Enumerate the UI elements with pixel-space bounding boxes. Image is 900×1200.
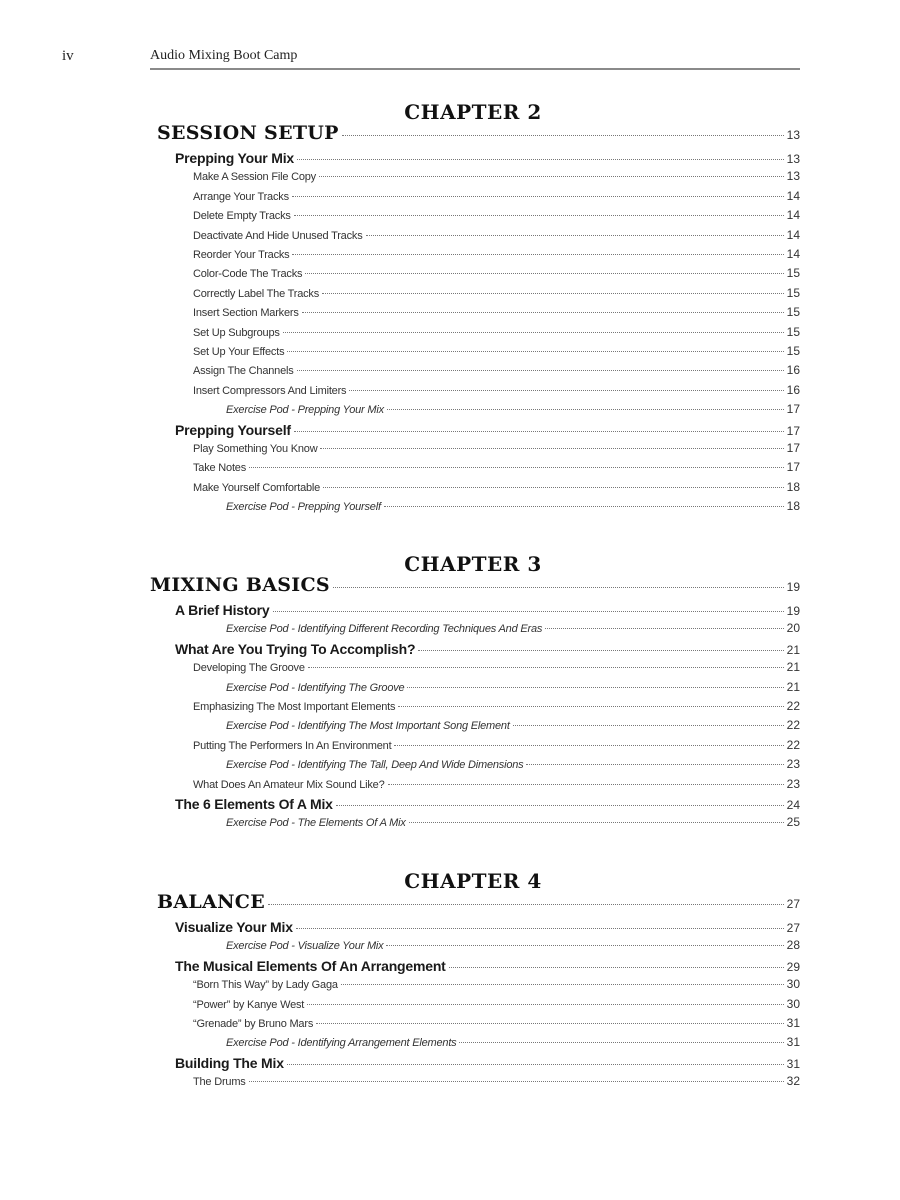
- page-ref: 15: [786, 344, 800, 358]
- dot-leader: [302, 312, 784, 313]
- toc-subsection-entry[interactable]: [193, 997, 800, 1011]
- page-ref: 19: [786, 604, 800, 618]
- toc-exercise-entry[interactable]: [226, 718, 800, 732]
- entry-text: What Does An Amateur Mix Sound Like?: [193, 778, 385, 791]
- page-ref: 23: [786, 757, 800, 772]
- toc-subsection-entry[interactable]: [193, 169, 800, 183]
- entry-text: Putting The Performers In An Environment: [193, 739, 392, 752]
- dot-leader: [388, 784, 784, 785]
- toc-subsection-entry[interactable]: [193, 738, 800, 752]
- toc-subsection-entry[interactable]: [193, 247, 800, 261]
- entry-text: Exercise Pod - Prepping Your Mix: [226, 404, 384, 417]
- toc-subsection-entry[interactable]: [193, 383, 800, 397]
- dot-leader: [249, 1081, 784, 1082]
- dot-leader: [394, 745, 783, 746]
- dot-leader: [283, 332, 784, 333]
- entry-text: Emphasizing The Most Important Elements: [193, 701, 396, 713]
- toc-subsection-entry[interactable]: [193, 460, 800, 474]
- page-ref: 15: [786, 285, 800, 300]
- page-header: [0, 0, 900, 80]
- toc-subsection-entry[interactable]: [193, 208, 800, 222]
- dot-leader: [341, 984, 784, 985]
- toc-exercise-entry[interactable]: [226, 680, 800, 694]
- entry-text: The Musical Elements Of An Arrangement: [175, 957, 446, 974]
- entry-text: “Power” by Kanye West: [193, 998, 305, 1011]
- running-title: Audio Mixing Boot Camp: [150, 48, 298, 63]
- dot-leader: [308, 667, 784, 668]
- page-ref: 32: [786, 1074, 800, 1089]
- page-ref: 21: [786, 660, 800, 675]
- entry-text: “Grenade” by Bruno Mars: [193, 1018, 314, 1030]
- chapter-title-row[interactable]: [157, 122, 800, 144]
- page-ref: 31: [786, 1056, 800, 1071]
- dot-leader: [319, 176, 784, 177]
- chapter-title: MIXING BASICS: [150, 574, 330, 596]
- page-ref: 24: [786, 798, 800, 812]
- toc-exercise-entry[interactable]: [226, 757, 800, 771]
- dot-leader: [292, 254, 783, 255]
- page-ref: 18: [786, 479, 800, 494]
- toc-section-entry[interactable]: [175, 796, 800, 812]
- dot-leader: [320, 448, 783, 449]
- dot-leader: [316, 1023, 784, 1024]
- toc-section-entry[interactable]: [175, 641, 800, 657]
- entry-text: Correctly Label The Tracks: [193, 287, 320, 300]
- page-ref: 21: [786, 642, 800, 657]
- header-rule: [150, 68, 800, 70]
- page-ref: 20: [786, 621, 800, 636]
- entry-text: What Are You Trying To Accomplish?: [175, 640, 416, 657]
- toc-section-entry[interactable]: [175, 422, 800, 438]
- entry-text: Exercise Pod - Identifying Arrangement Elements: [226, 1037, 457, 1050]
- entry-text: Developing The Groove: [193, 662, 305, 675]
- page-ref: 30: [786, 996, 800, 1011]
- dot-leader: [294, 215, 784, 216]
- toc-subsection-entry[interactable]: [193, 480, 800, 494]
- page-ref: 22: [786, 699, 800, 713]
- chapter-label: CHAPTER 4: [404, 869, 542, 893]
- dot-leader: [386, 945, 783, 946]
- toc-subsection-entry[interactable]: [193, 266, 800, 280]
- page-ref: 17: [786, 460, 800, 475]
- dot-leader: [323, 487, 784, 488]
- page-ref: 13: [786, 169, 800, 184]
- dot-leader: [349, 390, 783, 391]
- toc-subsection-entry[interactable]: [193, 977, 800, 991]
- toc-subsection-entry[interactable]: [193, 1074, 800, 1088]
- toc-section-entry[interactable]: [175, 150, 800, 166]
- page-ref: 16: [786, 363, 800, 378]
- page-ref: 30: [786, 977, 800, 992]
- dot-leader: [305, 273, 783, 274]
- page-ref: 27: [786, 921, 800, 935]
- toc-subsection-entry[interactable]: [193, 344, 800, 358]
- entry-text: “Born This Way” by Lady Gaga: [193, 979, 338, 992]
- toc-subsection-entry[interactable]: [193, 660, 800, 674]
- page-ref: 13: [786, 128, 800, 142]
- chapter-title: BALANCE: [157, 891, 265, 913]
- toc-subsection-entry[interactable]: [193, 699, 800, 713]
- dot-leader: [287, 1064, 784, 1065]
- toc-exercise-entry[interactable]: [226, 499, 800, 513]
- page-ref: 14: [786, 227, 800, 242]
- dot-leader: [459, 1042, 783, 1043]
- chapter-title-row[interactable]: [150, 574, 800, 596]
- toc-exercise-entry[interactable]: [226, 938, 800, 952]
- page-ref: 23: [786, 776, 800, 791]
- toc-subsection-entry[interactable]: [193, 1016, 800, 1030]
- entry-text: Prepping Yourself: [175, 421, 291, 438]
- entry-text: Delete Empty Tracks: [193, 210, 291, 223]
- entry-text: Exercise Pod - The Elements Of A Mix: [226, 817, 406, 830]
- chapter-title: SESSION SETUP: [157, 122, 339, 144]
- dot-leader: [342, 135, 784, 136]
- page-ref: 14: [786, 188, 800, 203]
- entry-text: Set Up Subgroups: [193, 326, 280, 339]
- page-number: iv: [62, 48, 74, 64]
- entry-text: Arrange Your Tracks: [193, 190, 289, 203]
- toc-subsection-entry[interactable]: [193, 228, 800, 242]
- entry-text: Prepping Your Mix: [175, 150, 294, 166]
- toc-subsection-entry[interactable]: [193, 441, 800, 455]
- toc-subsection-entry[interactable]: [193, 305, 800, 319]
- page-ref: 29: [786, 959, 800, 974]
- dot-leader: [366, 235, 784, 236]
- toc-subsection-entry[interactable]: [193, 189, 800, 203]
- entry-text: Insert Compressors And Limiters: [193, 384, 347, 397]
- page-ref: 18: [786, 499, 800, 514]
- entry-text: The Drums: [193, 1076, 246, 1089]
- toc-section-entry[interactable]: [175, 1055, 800, 1071]
- dot-leader: [384, 506, 784, 507]
- dot-leader: [297, 370, 784, 371]
- page-ref: 22: [786, 718, 800, 733]
- entry-text: Exercise Pod - Visualize Your Mix: [226, 940, 384, 953]
- dot-leader: [292, 196, 784, 197]
- dot-leader: [273, 611, 784, 612]
- chapter-label: CHAPTER 2: [404, 100, 542, 124]
- dot-leader: [418, 650, 783, 651]
- toc-subsection-entry[interactable]: [193, 325, 800, 339]
- dot-leader: [333, 587, 784, 588]
- dot-leader: [322, 293, 784, 294]
- page-ref: 14: [786, 247, 800, 261]
- page-ref: 14: [786, 208, 800, 223]
- dot-leader: [268, 904, 784, 905]
- toc-exercise-entry[interactable]: [226, 402, 800, 416]
- dot-leader: [513, 725, 784, 726]
- entry-text: Exercise Pod - Prepping Yourself: [226, 501, 381, 514]
- page-ref: 27: [786, 897, 800, 911]
- page-ref: 28: [786, 938, 800, 953]
- entry-text: The 6 Elements Of A Mix: [175, 796, 333, 812]
- dot-leader: [545, 628, 783, 629]
- page-ref: 15: [786, 266, 800, 281]
- dot-leader: [387, 409, 784, 410]
- dot-leader: [287, 351, 783, 352]
- dot-leader: [409, 822, 784, 823]
- toc-subsection-entry[interactable]: [193, 286, 800, 300]
- entry-text: Visualize Your Mix: [175, 919, 293, 935]
- page-ref: 22: [786, 737, 800, 752]
- page-ref: 21: [786, 679, 800, 694]
- page-ref: 16: [786, 382, 800, 397]
- page-ref: 19: [786, 580, 800, 594]
- dot-leader: [526, 764, 783, 765]
- entry-text: Deactivate And Hide Unused Tracks: [193, 229, 363, 242]
- entry-text: Reorder Your Tracks: [193, 249, 290, 261]
- entry-text: Play Something You Know: [193, 443, 318, 455]
- entry-text: Exercise Pod - Identifying The Tall, Deep And Wide Dimensions: [226, 759, 524, 772]
- entry-text: Set Up Your Effects: [193, 346, 285, 358]
- dot-leader: [297, 159, 784, 160]
- entry-text: Take Notes: [193, 462, 247, 475]
- entry-text: Assign The Channels: [193, 365, 294, 378]
- dot-leader: [249, 467, 784, 468]
- entry-text: Make Yourself Comfortable: [193, 481, 321, 494]
- page-ref: 17: [786, 423, 800, 438]
- page-ref: 13: [786, 152, 800, 166]
- entry-text: Color-Code The Tracks: [193, 268, 303, 281]
- dot-leader: [449, 967, 784, 968]
- entry-text: A Brief History: [175, 602, 270, 618]
- entry-text: Insert Section Markers: [193, 307, 299, 320]
- dot-leader: [398, 706, 783, 707]
- toc-subsection-entry[interactable]: [193, 777, 800, 791]
- dot-leader: [407, 687, 783, 688]
- page-ref: 17: [786, 441, 800, 455]
- chapter-label: CHAPTER 3: [404, 552, 542, 576]
- entry-text: Exercise Pod - Identifying The Groove: [226, 681, 405, 694]
- toc-exercise-entry[interactable]: [226, 1035, 800, 1049]
- toc-section-entry[interactable]: [175, 958, 800, 974]
- entry-text: Building The Mix: [175, 1054, 284, 1071]
- page-ref: 25: [786, 815, 800, 830]
- dot-leader: [307, 1004, 784, 1005]
- entry-text: Exercise Pod - Identifying Different Recording Techniques And Eras: [226, 623, 543, 636]
- toc-exercise-entry[interactable]: [226, 621, 800, 635]
- toc-section-entry[interactable]: [175, 602, 800, 618]
- toc-exercise-entry[interactable]: [226, 815, 800, 829]
- page-ref: 31: [786, 1035, 800, 1050]
- dot-leader: [336, 805, 784, 806]
- toc-subsection-entry[interactable]: [193, 363, 800, 377]
- page-ref: 15: [786, 305, 800, 320]
- dot-leader: [294, 431, 784, 432]
- dot-leader: [296, 928, 784, 929]
- page-ref: 31: [786, 1016, 800, 1030]
- page-ref: 15: [786, 324, 800, 339]
- page-ref: 17: [786, 402, 800, 417]
- toc-section-entry[interactable]: [175, 919, 800, 935]
- chapter-title-row[interactable]: [157, 891, 800, 913]
- entry-text: Exercise Pod - Identifying The Most Important Song Element: [226, 720, 510, 733]
- entry-text: Make A Session File Copy: [193, 171, 316, 184]
